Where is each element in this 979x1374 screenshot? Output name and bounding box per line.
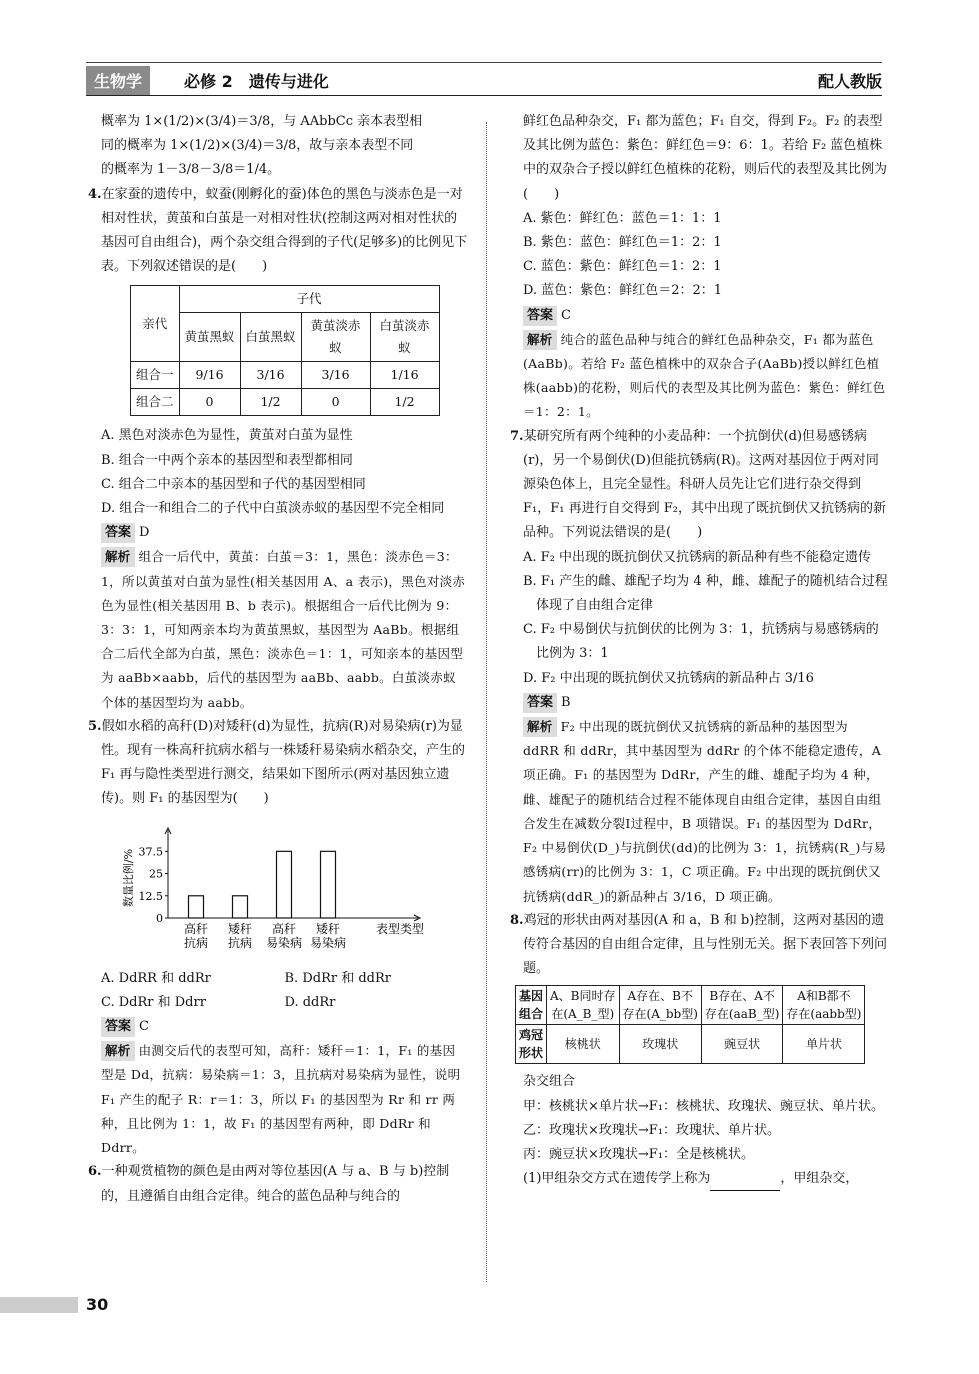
answer-value: B	[561, 694, 571, 710]
table-col-header	[619, 986, 701, 1025]
sub-question-text: (1)甲组杂交方式在遗传学上称为	[523, 1171, 711, 1187]
header-line: B存在、A不	[709, 989, 775, 1004]
x-tick-label: 抗病	[227, 935, 253, 950]
table-cell: 3/16	[301, 362, 370, 389]
book-title: 必修 2 遗传与进化	[184, 72, 329, 91]
x-tick-label: 矮秆	[315, 921, 341, 936]
cross-item: 丙：豌豆状×玫瑰状→F₁：全是核桃状。	[523, 1146, 755, 1162]
y-tick-label: 12.5	[138, 889, 163, 903]
options-row	[88, 967, 468, 991]
question-stem: 在家蚕的遗传中，蚁蚕(刚孵化的蚕)体色的黑色与淡赤色是一对相对性状，黄茧和白茧是一对相对性状(控制这两对相对性状的基因可自由组合)，两个杂交组合得到的子代(足够多)的比例见下表。下列叙述错误的是( )	[101, 186, 468, 275]
question-stem: 某研究所有两个纯种的小麦品种：一个抗倒伏(d)但易感锈病(r)，另一个易倒伏(D)但能抗锈病(R)。这两对基因位于两对同源染色体上，且完全显性。科研人员先让它们进行杂交得到 F₁，F₁ 再进行自交得到 F₂，其中出现了既抗倒伏又抗锈病的新品种。下列说法错误的是( )	[523, 428, 886, 541]
answer-blank[interactable]	[710, 1176, 780, 1191]
table-row	[131, 389, 440, 416]
x-tick-label: 易染病	[309, 935, 347, 950]
table-header-parent: 亲代	[131, 286, 180, 362]
option-b: B. F₁ 产生的雌、雄配子均为 4 种，雌、雄配子的随机结合过程体现了自由组合定律	[523, 573, 888, 614]
answer-value: C	[139, 1019, 149, 1035]
options-row	[88, 991, 468, 1015]
table-cell: 0	[179, 389, 240, 416]
header-line: A存在、B不	[627, 989, 693, 1004]
table-col-header: 白茧黑蚁	[240, 313, 301, 362]
table-cell: 3/16	[240, 362, 301, 389]
header-line: 在(A_B_型)	[551, 1007, 615, 1022]
testcross-bar-chart	[118, 818, 448, 963]
bar	[321, 851, 336, 918]
header-top-rule	[86, 62, 882, 63]
y-tick-label: 0	[156, 911, 163, 925]
header-line: 基因	[519, 989, 544, 1004]
x-tick-label: 矮秆	[227, 921, 253, 936]
header-line: 组合	[519, 1007, 544, 1022]
question-number: 7.	[510, 428, 524, 444]
table-cell: 核桃状	[547, 1025, 620, 1064]
option-a: A. 黑色对淡赤色为显性，黄茧对白茧为显性	[101, 428, 353, 444]
x-tick-label: 易染病	[265, 935, 303, 950]
option-a: A. 紫色：鲜红色：蓝色＝1：1：1	[523, 210, 722, 226]
table-row	[131, 362, 440, 389]
continued-line: 同的概率为 1×(1/2)×(3/4)＝3/8，故与亲本表型不同	[101, 138, 414, 154]
question-number: 4.	[88, 186, 102, 202]
table-col-header	[701, 986, 783, 1025]
table-cell: 单片状	[783, 1025, 865, 1064]
analysis-tag: 解析	[101, 1041, 135, 1061]
question-8	[510, 909, 888, 982]
y-tick-label: 25	[149, 867, 163, 881]
analysis-tag: 解析	[523, 330, 557, 350]
question-6-continued: 鲜红色品种杂交，F₁ 都为蓝色；F₁ 自交，得到 F₂。F₂ 的表型及其比例为蓝色：紫色：鲜红色＝9：6：1。若给 F₂ 蓝色植株中的双杂合子授以鲜红色植株的花粉，则后代的表型及其比例为( )	[523, 114, 888, 202]
analysis-body: 纯合的蓝色品种与纯合的鲜红色品种杂交，F₁ 都为蓝色(AaBb)。若给 F₂ 蓝色植株中的双杂合子(AaBb)授以鲜红色植株(aabb)的花粉，则后代的表型及其比例为蓝色：紫色：鲜红色＝1：2：1。	[523, 331, 886, 420]
answer-value: C	[561, 307, 571, 323]
option-d: D. 蓝色：紫色：鲜红色＝2：2：1	[523, 283, 723, 299]
subject-badge: 生物学	[86, 66, 150, 95]
option-a: A. F₂ 中出现的既抗倒伏又抗锈病的新品种有些不能稳定遗传	[523, 549, 872, 565]
continued-line: 的概率为 1－3/8－3/8＝1/4。	[101, 162, 281, 178]
option-c: C. DdRr 和 Ddrr	[101, 994, 206, 1010]
table-col-header	[547, 986, 620, 1025]
answer-line	[523, 691, 888, 715]
table-col-header	[783, 986, 865, 1025]
edition-label: 配人教版	[817, 72, 882, 91]
analysis-tag: 解析	[101, 547, 135, 567]
bar	[189, 895, 204, 917]
sub-question-1	[510, 1167, 888, 1191]
table-col-header: 黄茧黑蚁	[179, 313, 240, 362]
comb-shape-table	[515, 985, 865, 1064]
left-column	[88, 110, 468, 1209]
answer-tag: 答案	[101, 523, 135, 543]
analysis-text	[88, 545, 468, 714]
option-d: D. 组合一和组合二的子代中白茧淡赤蚁的基因型不完全相同	[101, 501, 445, 517]
x-axis-label: 表型类型	[375, 921, 425, 936]
option-c: C. F₂ 中易倒伏与抗倒伏的比例为 3：1，抗锈病与易感锈病的比例为 3：1	[523, 622, 879, 662]
header-line: 鸡冠	[519, 1028, 544, 1043]
option-a: A. DdRR 和 ddRr	[101, 970, 211, 986]
table-cell: 0	[301, 389, 370, 416]
header-line: 形状	[519, 1046, 544, 1061]
option-b: B. 组合一中两个亲本的基因型和表型都相同	[101, 452, 353, 468]
column-divider	[486, 122, 487, 1282]
analysis-text	[510, 328, 888, 425]
x-tick-label: 高秆	[183, 921, 209, 936]
option-c: C. 组合二中亲本的基因型和子代的基因型相同	[101, 476, 366, 492]
answer-value: D	[139, 525, 150, 541]
option-d: D. F₂ 中出现的既抗倒伏又抗锈病的新品种占 3/16	[523, 670, 814, 686]
header-line: A、B同时存	[550, 989, 616, 1004]
table-col-header: 白茧淡赤蚁	[370, 313, 439, 362]
y-axis-label: 数量比例/%	[122, 848, 135, 907]
table-cell: 玫瑰状	[619, 1025, 701, 1064]
analysis-text	[88, 1039, 468, 1160]
option-b: B. DdRr 和 ddRr	[284, 970, 391, 986]
question-number: 8.	[510, 912, 524, 928]
option-b: B. 紫色：蓝色：鲜红色＝1：2：1	[523, 235, 722, 251]
question-stem: 一种观赏植物的颜色是由两对等位基因(A 与 a、B 与 b)控制的，且遵循自由组合定律。纯合的蓝色品种与纯合的	[101, 1164, 450, 1204]
answer-line	[101, 521, 468, 545]
row-name: 组合二	[131, 389, 180, 416]
analysis-body: 组合一后代中，黄茧：白茧＝3：1，黑色：淡赤色＝3：1，所以黄茧对白茧为显性(相关基因用 A、a 表示)，黑色对淡赤色为显性(相关基因用 B、b 表示)。根据组合一后代比例为 9：3：3：1，可知两亲本均为黄茧黑蚁，基因型为 AaBb。根据组合二后代全部为白茧，黑色：淡赤色＝1：1，可知亲本的基因型为 aaBb×aabb，后代的基因型为 aaBb、aabb。白茧淡赤蚁个体的基因型均为 aabb。	[101, 549, 466, 710]
y-tick-label: 37.5	[138, 845, 163, 859]
footer-bar	[0, 1297, 78, 1313]
answer-line	[101, 1015, 468, 1039]
header-line: 存在(A_bb型)	[622, 1007, 698, 1022]
right-column	[510, 110, 888, 1191]
question-stem: 假如水稻的高秆(D)对矮秆(d)为显性，抗病(R)对易染病(r)为显性。现有一株高秆抗病水稻与一株矮秆易染病水稻杂交，产生的 F₁ 再与隐性类型进行测交，结果如下图所示(两对基因独立遗传)。则 F₁ 的基因型为( )	[101, 718, 466, 807]
table-header-offspring: 子代	[179, 286, 439, 313]
question-7	[510, 425, 888, 546]
x-tick-label: 高秆	[271, 921, 297, 936]
option-c: C. 蓝色：紫色：鲜红色＝1：2：1	[523, 259, 722, 275]
header-rule	[86, 95, 882, 96]
answer-tag: 答案	[101, 1017, 135, 1037]
answer-tag: 答案	[523, 306, 557, 326]
question-4	[88, 183, 468, 280]
answer-tag: 答案	[523, 693, 557, 713]
x-tick-label: 抗病	[183, 935, 209, 950]
table-cell: 豌豆状	[701, 1025, 783, 1064]
analysis-tag: 解析	[523, 717, 557, 737]
header-line: A和B都不	[797, 989, 851, 1004]
table-cell: 1/2	[370, 389, 439, 416]
analysis-body: F₂ 中出现的既抗倒伏又抗锈病的新品种的基因型为 ddRR 和 ddRr，其中基因型为 ddRr 的个体不能稳定遗传，A 项正确。F₁ 的基因型为 DdRr，产生的雌、雄配子均为 4 种，雌、雄配子的随机结合过程不能体现自由组合定律，基因自由组合发生在减数分裂Ⅰ过程中，B 项错误。F₁ 的基因型为 DdRr，F₂ 中易倒伏(D_)与抗倒伏(dd)的比例为 3：1，抗锈病(R_)与易感锈病(rr)的比例为 3：1，C 项正确。F₂ 中出现的既抗倒伏又抗锈病(ddR_)的新品种占 3/16，D 项正确。	[523, 719, 887, 904]
bar	[277, 851, 292, 918]
page-header	[86, 64, 882, 96]
table-cell: 9/16	[179, 362, 240, 389]
bar	[233, 895, 248, 917]
header-line: 存在(aaB_型)	[704, 1007, 780, 1022]
table-col-header: 黄茧淡赤蚁	[301, 313, 370, 362]
table-row	[516, 1025, 865, 1064]
question-6	[88, 1160, 468, 1208]
answer-line	[523, 304, 888, 328]
question-5	[88, 715, 468, 812]
analysis-body: 由测交后代的表型可知，高秆：矮秆＝1：1，F₁ 的基因型是 Dd，抗病：易染病＝1：3，且抗病对易染病为显性，说明 F₁ 产生的配子 R：r＝1：3，所以 F₁ 的基因型为 Rr 和 rr 两种，且比例为 1：1，故 F₁ 的基因型有两种，即 DdRr 和 Ddrr。	[101, 1043, 461, 1156]
sub-question-text: ，甲组杂交，	[780, 1171, 859, 1187]
continued-line: 概率为 1×(1/2)×(3/4)＝3/8，与 AAbbCc 亲本表型相	[101, 114, 423, 129]
header-line: 存在(aabb型)	[786, 1007, 862, 1022]
analysis-text	[510, 715, 888, 909]
question-number: 5.	[88, 718, 102, 734]
cross-item: 乙：玫瑰状×玫瑰状→F₁：玫瑰状、单片状。	[523, 1122, 781, 1138]
table-cell: 1/16	[370, 362, 439, 389]
option-d: D. ddRr	[284, 994, 336, 1010]
row-name: 组合一	[131, 362, 180, 389]
question-stem: 鸡冠的形状由两对基因(A 和 a，B 和 b)控制，这两对基因的遗传符合基因的自由组合定律，且与性别无关。据下表回答下列问题。	[523, 912, 888, 977]
table-cell: 1/2	[240, 389, 301, 416]
table-row-header	[516, 1025, 547, 1064]
page-number: 30	[86, 1295, 109, 1314]
question-number: 6.	[88, 1164, 102, 1180]
cross-title: 杂交组合	[523, 1074, 576, 1090]
silkworm-table	[130, 285, 440, 416]
cross-item: 甲：核桃状×单片状→F₁：核桃状、玫瑰状、豌豆状、单片状。	[523, 1098, 885, 1114]
table-row-header	[516, 986, 547, 1025]
